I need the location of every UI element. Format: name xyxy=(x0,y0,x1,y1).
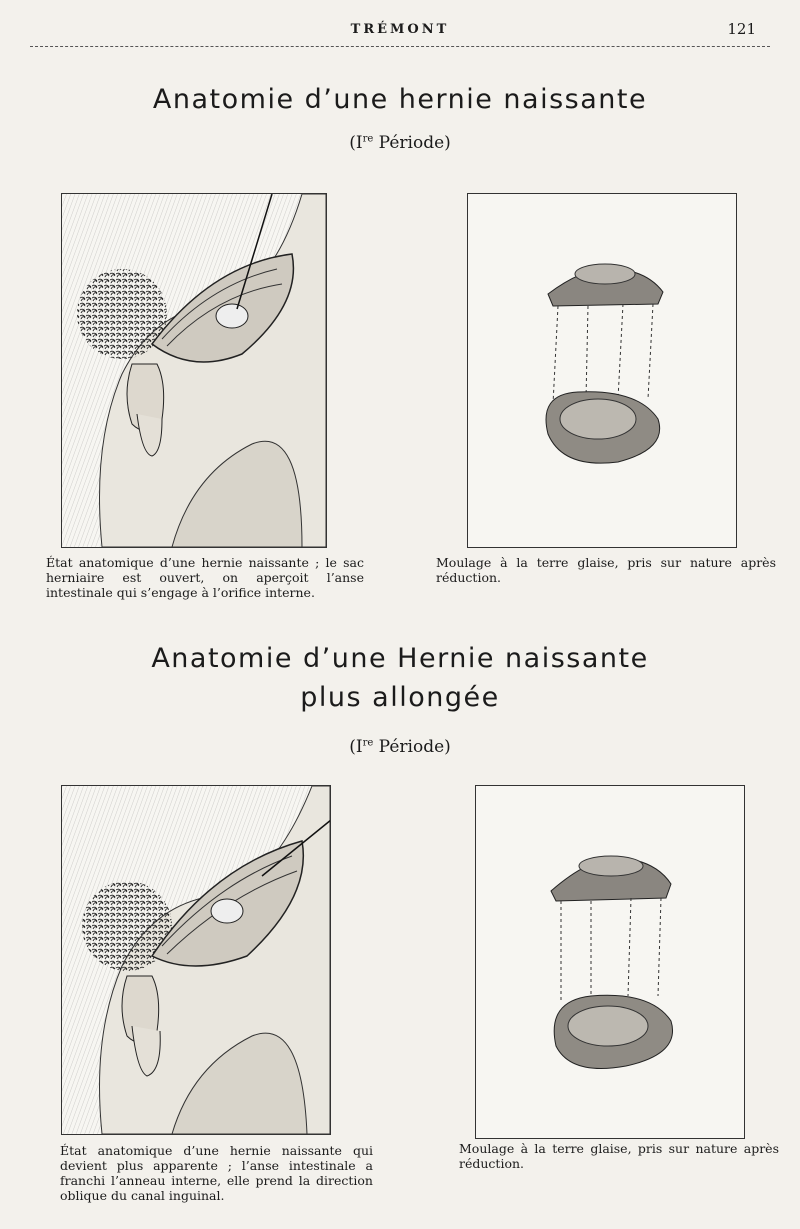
anatomy-drawing-2 xyxy=(62,786,330,1134)
clay-mould-drawing-2 xyxy=(476,786,744,1138)
section2-title-line1: Anatomie d’une Hernie naissante xyxy=(151,643,649,674)
section1-period-word: Période xyxy=(378,133,445,153)
section2-right-caption: Moulage à la terre glaise, pris sur nature après réduction. xyxy=(459,1141,779,1171)
clay-mould-drawing-1 xyxy=(468,194,736,547)
page-number: 121 xyxy=(727,20,756,38)
anatomy-illustration-1 xyxy=(61,193,327,548)
section1-period-sup: re xyxy=(362,133,374,145)
section2-period-sup: re xyxy=(362,737,374,749)
section2-period-number: I xyxy=(355,737,363,757)
section2-period: (Ire Période) xyxy=(349,737,451,757)
section1-left-caption: État anatomique d’une hernie naissante ; le sac herniaire est ouvert, on aperçoit l’anse intestinale qui s’engage à l’orifice interne. xyxy=(46,555,364,600)
anatomy-illustration-2 xyxy=(61,785,331,1135)
running-head: TRÉMONT xyxy=(350,22,450,37)
clay-mould-illustration-1 xyxy=(467,193,737,548)
section1-right-caption: Moulage à la terre glaise, pris sur nature après réduction. xyxy=(436,555,776,585)
section2-period-word: Période xyxy=(378,737,445,757)
section2-title-line2: plus allongée xyxy=(300,682,500,713)
anatomy-drawing-1 xyxy=(62,194,326,547)
section2-left-caption: État anatomique d’une hernie naissante qui devient plus apparente ; l’anse intestinale a franchi l’anneau interne, elle prend la direction oblique du canal inguinal. xyxy=(60,1143,373,1203)
page-header xyxy=(30,18,770,48)
section1-period: (Ire Période) xyxy=(349,133,451,153)
header-rule xyxy=(30,46,770,47)
section1-period-number: I xyxy=(355,133,363,153)
section1-title: Anatomie d’une hernie naissante xyxy=(152,84,648,115)
clay-mould-illustration-2 xyxy=(475,785,745,1139)
